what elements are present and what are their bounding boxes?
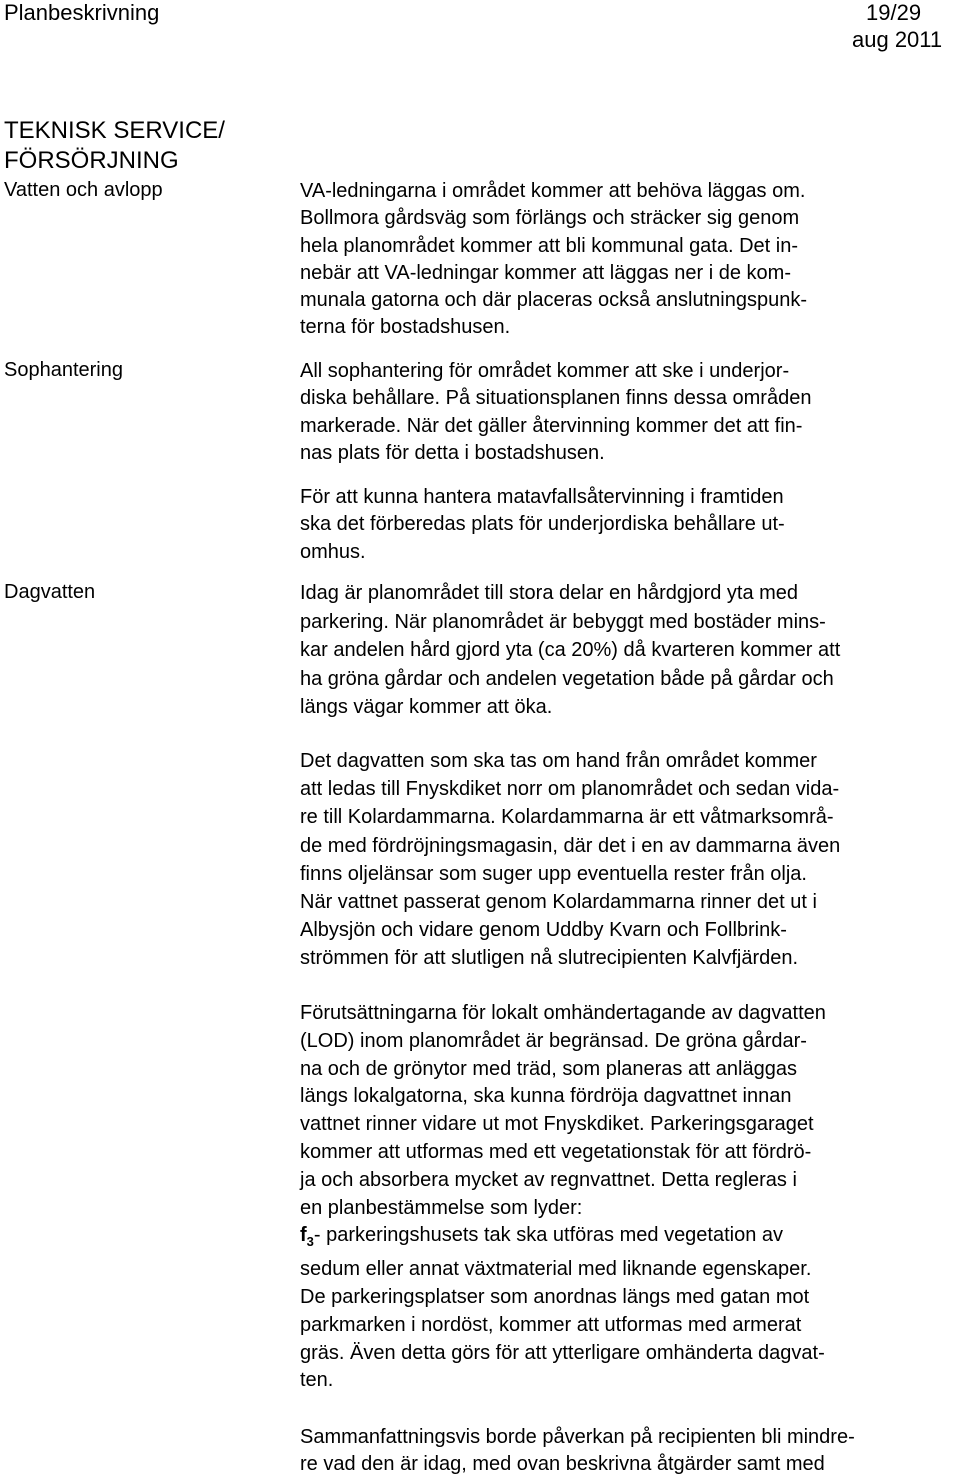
- text-line: terna för bostadshusen.: [300, 316, 511, 339]
- paragraph-lod: [300, 1000, 960, 1395]
- text-line: nebär att VA-ledningar kommer att läggas ner i de kom-: [300, 261, 791, 284]
- text-line: längs lokalgatorna, ska kunna fördröja dagvattnet innan: [300, 1085, 792, 1108]
- regulation-code: [300, 1224, 314, 1250]
- text-line: de med fördröjningsmagasin, där det i en av dammarna även: [300, 834, 841, 857]
- regulation-code-index: 3: [306, 1234, 314, 1250]
- text-line: ten.: [300, 1369, 334, 1392]
- regulation-line: [300, 1222, 960, 1256]
- text-line: ja och absorbera mycket av regnvattnet. Detta regleras i: [300, 1168, 797, 1191]
- text-line: längs vägar kommer att öka.: [300, 696, 553, 719]
- text-line: ska det förberedas plats för underjordiska behållare ut-: [300, 513, 785, 536]
- text-line: gräs. Även detta görs för att ytterligare omhänderta dagvat-: [300, 1341, 825, 1364]
- text-line: re till Kolardammarna. Kolardammarna är ett våtmarksområ-: [300, 806, 834, 829]
- paragraph-stormwater-surfaces: [300, 579, 960, 722]
- paragraph-food-waste: [300, 484, 960, 566]
- label-waste-management: Sophantering: [4, 359, 123, 381]
- section-heading-line: TEKNISK SERVICE/: [4, 117, 225, 144]
- section-heading: [4, 116, 225, 176]
- text-line: ha gröna gårdar och andelen vegetation både på gårdar och: [300, 667, 834, 690]
- paragraph-waste: [300, 358, 960, 467]
- label-stormwater: Dagvatten: [4, 581, 96, 603]
- text-line: För att kunna hantera matavfallsåtervinning i framtiden: [300, 486, 784, 508]
- text-line: re vad den är idag, med ovan beskrivna åtgärder samt med: [300, 1453, 825, 1476]
- paragraph-water: [300, 178, 960, 342]
- text-line: sedum eller annat växtmaterial med liknande egenskaper.: [300, 1258, 812, 1281]
- text-line: Sammanfattningsvis borde påverkan på recipienten bli mindre-: [300, 1426, 855, 1448]
- text-line: All sophantering för området kommer att ske i underjor-: [300, 360, 790, 382]
- text-line: De parkeringsplatser som anordnas längs med gatan mot: [300, 1285, 810, 1308]
- paragraph-stormwater-route: [300, 747, 960, 973]
- text-line: parkering. När planområdet är bebyggt med bostäder mins-: [300, 610, 826, 633]
- text-line: na och de grönytor med träd, som planeras att anläggas: [300, 1057, 797, 1080]
- text-line: en planbestämmelse som lyder:: [300, 1196, 583, 1219]
- text-line: kar andelen hård gjord yta (ca 20%) då kvarteren kommer att: [300, 639, 841, 662]
- text-line: finns oljelänsar som suger upp eventuella rester från olja.: [300, 862, 807, 885]
- text-line: Albysjön och vidare genom Uddby Kvarn och Follbrink-: [300, 919, 787, 942]
- text-line: strömmen för att slutligen nå slutrecipienten Kalvfjärden.: [300, 947, 799, 970]
- text-line: (LOD) inom planområdet är begränsad. De gröna gårdar-: [300, 1029, 807, 1052]
- paragraph-summary: [300, 1424, 960, 1479]
- regulation-text: - parkeringshusets tak ska utföras med vegetation av: [313, 1224, 784, 1247]
- regulation-code-letter: f: [300, 1224, 307, 1247]
- text-line: Idag är planområdet till stora delar en hårdgjord yta med: [300, 582, 799, 604]
- document-date: aug 2011: [852, 27, 943, 52]
- text-line: VA-ledningarna i området kommer att behöva läggas om.: [300, 180, 806, 202]
- section-heading-line: FÖRSÖRJNING: [4, 147, 179, 174]
- text-line: hela planområdet kommer att bli kommunal gata. Det in-: [300, 234, 799, 257]
- text-line: Det dagvatten som ska tas om hand från området kommer: [300, 750, 817, 772]
- text-line: Förutsättningarna för lokalt omhändertagande av dagvatten: [300, 1002, 826, 1024]
- text-line: omhus.: [300, 540, 366, 563]
- text-line: kommer att utformas med ett vegetationstak för att fördrö-: [300, 1140, 812, 1163]
- text-line: nas plats för detta i bostadshusen.: [300, 441, 605, 464]
- label-water-sewage: Vatten och avlopp: [4, 179, 163, 201]
- text-line: parkmarken i nordöst, kommer att utformas med armerat: [300, 1313, 802, 1336]
- text-line: att ledas till Fnyskdiket norr om planområdet och sedan vida-: [300, 778, 840, 801]
- text-line: Bollmora gårdsväg som förlängs och sträcker sig genom: [300, 207, 800, 230]
- text-line: vattnet rinner vidare ut mot Fnyskdiket. Parkeringsgaraget: [300, 1113, 814, 1136]
- text-line: munala gatorna och där placeras också anslutningspunk-: [300, 289, 807, 312]
- text-line: markerade. När det gäller återvinning kommer det att fin-: [300, 414, 803, 437]
- page-number: 19/29: [866, 0, 922, 25]
- text-line: När vattnet passerat genom Kolardammarna rinner det ut i: [300, 891, 817, 914]
- document-title: Planbeskrivning: [4, 0, 160, 25]
- text-line: diska behållare. På situationsplanen finns dessa områden: [300, 387, 812, 410]
